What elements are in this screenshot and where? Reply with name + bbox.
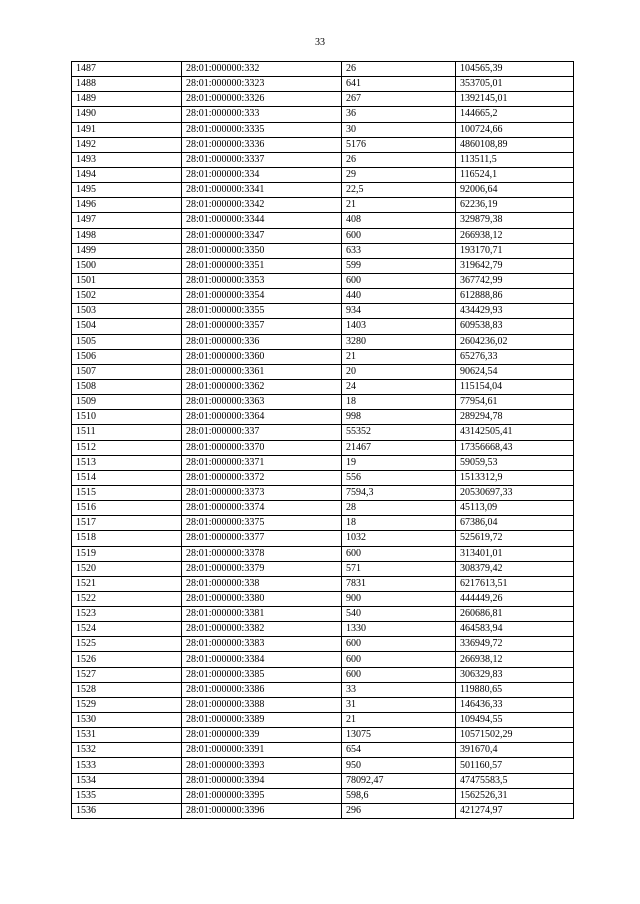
cadastral-number-cell: 28:01:000000:3388 [182, 697, 342, 712]
table-row [72, 652, 574, 667]
cadastral-value-cell: 65276,33 [456, 349, 574, 364]
cadastral-value-cell: 6217613,51 [456, 576, 574, 591]
cadastral-value-cell: 464583,94 [456, 622, 574, 637]
cadastral-number-cell: 28:01:000000:332 [182, 62, 342, 77]
cadastral-value-cell: 444449,26 [456, 591, 574, 606]
cadastral-value-cell: 59059,53 [456, 455, 574, 470]
cadastral-number-cell: 28:01:000000:3351 [182, 258, 342, 273]
cadastral-number-cell: 28:01:000000:3393 [182, 758, 342, 773]
row-number-cell: 1500 [72, 258, 182, 273]
row-number-cell: 1511 [72, 425, 182, 440]
row-number-cell: 1510 [72, 410, 182, 425]
table-row [72, 501, 574, 516]
cadastral-number-cell: 28:01:000000:3336 [182, 137, 342, 152]
cadastral-number-cell: 28:01:000000:3380 [182, 591, 342, 606]
cadastral-value-cell: 260686,81 [456, 607, 574, 622]
table-row [72, 788, 574, 803]
row-number-cell: 1506 [72, 349, 182, 364]
area-cell: 5176 [342, 137, 456, 152]
cadastral-value-cell: 47475583,5 [456, 773, 574, 788]
area-cell: 18 [342, 516, 456, 531]
row-number-cell: 1516 [72, 501, 182, 516]
row-number-cell: 1492 [72, 137, 182, 152]
cadastral-value-cell: 77954,61 [456, 395, 574, 410]
cadastral-value-cell: 100724,66 [456, 122, 574, 137]
cadastral-number-cell: 28:01:000000:3364 [182, 410, 342, 425]
table-row [72, 228, 574, 243]
row-number-cell: 1519 [72, 546, 182, 561]
cadastral-number-cell: 28:01:000000:3373 [182, 485, 342, 500]
area-cell: 13075 [342, 728, 456, 743]
cadastral-number-cell: 28:01:000000:3337 [182, 152, 342, 167]
area-cell: 600 [342, 228, 456, 243]
area-cell: 600 [342, 637, 456, 652]
cadastral-number-cell: 28:01:000000:3385 [182, 667, 342, 682]
table-row [72, 440, 574, 455]
cadastral-value-cell: 144665,2 [456, 107, 574, 122]
row-number-cell: 1531 [72, 728, 182, 743]
row-number-cell: 1487 [72, 62, 182, 77]
cadastral-number-cell: 28:01:000000:3323 [182, 77, 342, 92]
area-cell: 934 [342, 304, 456, 319]
table-row [72, 682, 574, 697]
cadastral-value-cell: 45113,09 [456, 501, 574, 516]
table-row [72, 713, 574, 728]
area-cell: 600 [342, 273, 456, 288]
cadastral-number-cell: 28:01:000000:3342 [182, 198, 342, 213]
row-number-cell: 1508 [72, 379, 182, 394]
cadastral-value-cell: 20530697,33 [456, 485, 574, 500]
table-row [72, 319, 574, 334]
cadastral-value-cell: 119880,65 [456, 682, 574, 697]
row-number-cell: 1494 [72, 167, 182, 182]
area-cell: 540 [342, 607, 456, 622]
table-row [72, 273, 574, 288]
area-cell: 28 [342, 501, 456, 516]
area-cell: 19 [342, 455, 456, 470]
cadastral-value-cell: 501160,57 [456, 758, 574, 773]
cadastral-number-cell: 28:01:000000:3378 [182, 546, 342, 561]
row-number-cell: 1515 [72, 485, 182, 500]
table-row [72, 516, 574, 531]
cadastral-number-cell: 28:01:000000:3395 [182, 788, 342, 803]
table-row [72, 485, 574, 500]
cadastral-number-cell: 28:01:000000:3374 [182, 501, 342, 516]
row-number-cell: 1524 [72, 622, 182, 637]
row-number-cell: 1525 [72, 637, 182, 652]
row-number-cell: 1491 [72, 122, 182, 137]
row-number-cell: 1536 [72, 803, 182, 818]
cadastral-number-cell: 28:01:000000:3360 [182, 349, 342, 364]
cadastral-value-cell: 1562526,31 [456, 788, 574, 803]
area-cell: 21467 [342, 440, 456, 455]
row-number-cell: 1505 [72, 334, 182, 349]
cadastral-number-cell: 28:01:000000:3372 [182, 470, 342, 485]
cadastral-value-cell: 319642,79 [456, 258, 574, 273]
row-number-cell: 1534 [72, 773, 182, 788]
table-row [72, 546, 574, 561]
area-cell: 998 [342, 410, 456, 425]
cadastral-value-cell: 391670,4 [456, 743, 574, 758]
area-cell: 55352 [342, 425, 456, 440]
row-number-cell: 1490 [72, 107, 182, 122]
area-cell: 30 [342, 122, 456, 137]
cadastral-number-cell: 28:01:000000:3341 [182, 183, 342, 198]
area-cell: 267 [342, 92, 456, 107]
table-row [72, 561, 574, 576]
cadastral-number-cell: 28:01:000000:3362 [182, 379, 342, 394]
area-cell: 21 [342, 198, 456, 213]
cadastral-value-cell: 353705,01 [456, 77, 574, 92]
cadastral-value-cell: 67386,04 [456, 516, 574, 531]
area-cell: 599 [342, 258, 456, 273]
area-cell: 654 [342, 743, 456, 758]
area-cell: 641 [342, 77, 456, 92]
row-number-cell: 1488 [72, 77, 182, 92]
cadastral-number-cell: 28:01:000000:3361 [182, 364, 342, 379]
area-cell: 408 [342, 213, 456, 228]
row-number-cell: 1518 [72, 531, 182, 546]
cadastral-number-cell: 28:01:000000:3386 [182, 682, 342, 697]
area-cell: 33 [342, 682, 456, 697]
table-row [72, 576, 574, 591]
table-row [72, 773, 574, 788]
cadastral-number-cell: 28:01:000000:3389 [182, 713, 342, 728]
row-number-cell: 1499 [72, 243, 182, 258]
row-number-cell: 1529 [72, 697, 182, 712]
row-number-cell: 1496 [72, 198, 182, 213]
cadastral-value-cell: 193170,71 [456, 243, 574, 258]
cadastral-value-cell: 434429,93 [456, 304, 574, 319]
area-cell: 633 [342, 243, 456, 258]
table-row [72, 425, 574, 440]
table-row [72, 667, 574, 682]
row-number-cell: 1533 [72, 758, 182, 773]
cadastral-value-cell: 266938,12 [456, 652, 574, 667]
area-cell: 900 [342, 591, 456, 606]
area-cell: 26 [342, 62, 456, 77]
table-row [72, 728, 574, 743]
area-cell: 26 [342, 152, 456, 167]
area-cell: 296 [342, 803, 456, 818]
row-number-cell: 1520 [72, 561, 182, 576]
row-number-cell: 1535 [72, 788, 182, 803]
cadastral-number-cell: 28:01:000000:3375 [182, 516, 342, 531]
table-row [72, 470, 574, 485]
cadastral-value-cell: 104565,39 [456, 62, 574, 77]
cadastral-number-cell: 28:01:000000:3354 [182, 289, 342, 304]
area-cell: 78092,47 [342, 773, 456, 788]
cadastral-number-cell: 28:01:000000:3381 [182, 607, 342, 622]
row-number-cell: 1493 [72, 152, 182, 167]
cadastral-value-cell: 266938,12 [456, 228, 574, 243]
area-cell: 598,6 [342, 788, 456, 803]
cadastral-value-cell: 329879,38 [456, 213, 574, 228]
row-number-cell: 1504 [72, 319, 182, 334]
table-row [72, 591, 574, 606]
row-number-cell: 1503 [72, 304, 182, 319]
cadastral-number-cell: 28:01:000000:337 [182, 425, 342, 440]
table-row [72, 167, 574, 182]
cadastral-number-cell: 28:01:000000:3384 [182, 652, 342, 667]
cadastral-value-cell: 109494,55 [456, 713, 574, 728]
table-row [72, 743, 574, 758]
area-cell: 556 [342, 470, 456, 485]
area-cell: 3280 [342, 334, 456, 349]
table-row [72, 304, 574, 319]
table-row [72, 92, 574, 107]
cadastral-value-cell: 1513312,9 [456, 470, 574, 485]
table-row [72, 455, 574, 470]
cadastral-number-cell: 28:01:000000:336 [182, 334, 342, 349]
row-number-cell: 1497 [72, 213, 182, 228]
cadastral-value-cell: 4860108,89 [456, 137, 574, 152]
cadastral-value-cell: 609538,83 [456, 319, 574, 334]
cadastral-value-table [71, 61, 574, 819]
page-number: 33 [315, 37, 325, 48]
cadastral-number-cell: 28:01:000000:3394 [182, 773, 342, 788]
row-number-cell: 1526 [72, 652, 182, 667]
cadastral-number-cell: 28:01:000000:3382 [182, 622, 342, 637]
area-cell: 7831 [342, 576, 456, 591]
cadastral-value-cell: 313401,01 [456, 546, 574, 561]
table-row [72, 334, 574, 349]
area-cell: 21 [342, 349, 456, 364]
cadastral-value-cell: 525619,72 [456, 531, 574, 546]
row-number-cell: 1498 [72, 228, 182, 243]
table-row [72, 122, 574, 137]
table-row [72, 137, 574, 152]
table-row [72, 622, 574, 637]
table-row [72, 607, 574, 622]
cadastral-value-cell: 421274,97 [456, 803, 574, 818]
area-cell: 36 [342, 107, 456, 122]
row-number-cell: 1522 [72, 591, 182, 606]
cadastral-value-cell: 367742,99 [456, 273, 574, 288]
table-body [72, 62, 574, 819]
cadastral-value-cell: 308379,42 [456, 561, 574, 576]
area-cell: 20 [342, 364, 456, 379]
cadastral-value-cell: 2604236,02 [456, 334, 574, 349]
table-row [72, 803, 574, 818]
cadastral-number-cell: 28:01:000000:3379 [182, 561, 342, 576]
cadastral-value-cell: 17356668,43 [456, 440, 574, 455]
row-number-cell: 1528 [72, 682, 182, 697]
area-cell: 7594,3 [342, 485, 456, 500]
cadastral-number-cell: 28:01:000000:333 [182, 107, 342, 122]
table-row [72, 531, 574, 546]
cadastral-value-cell: 113511,5 [456, 152, 574, 167]
area-cell: 600 [342, 652, 456, 667]
table-row [72, 289, 574, 304]
area-cell: 950 [342, 758, 456, 773]
cadastral-number-cell: 28:01:000000:3335 [182, 122, 342, 137]
area-cell: 600 [342, 667, 456, 682]
cadastral-number-cell: 28:01:000000:3344 [182, 213, 342, 228]
table-row [72, 758, 574, 773]
cadastral-number-cell: 28:01:000000:3377 [182, 531, 342, 546]
cadastral-number-cell: 28:01:000000:3357 [182, 319, 342, 334]
cadastral-value-cell: 289294,78 [456, 410, 574, 425]
cadastral-number-cell: 28:01:000000:3391 [182, 743, 342, 758]
cadastral-number-cell: 28:01:000000:3396 [182, 803, 342, 818]
cadastral-number-cell: 28:01:000000:334 [182, 167, 342, 182]
cadastral-value-cell: 90624,54 [456, 364, 574, 379]
cadastral-number-cell: 28:01:000000:3383 [182, 637, 342, 652]
row-number-cell: 1502 [72, 289, 182, 304]
cadastral-value-cell: 306329,83 [456, 667, 574, 682]
table-row [72, 258, 574, 273]
cadastral-number-cell: 28:01:000000:3353 [182, 273, 342, 288]
area-cell: 600 [342, 546, 456, 561]
row-number-cell: 1517 [72, 516, 182, 531]
area-cell: 18 [342, 395, 456, 410]
cadastral-value-cell: 116524,1 [456, 167, 574, 182]
cadastral-value-cell: 43142505,41 [456, 425, 574, 440]
area-cell: 1330 [342, 622, 456, 637]
row-number-cell: 1495 [72, 183, 182, 198]
area-cell: 1032 [342, 531, 456, 546]
table-row [72, 395, 574, 410]
table-row [72, 183, 574, 198]
row-number-cell: 1514 [72, 470, 182, 485]
row-number-cell: 1523 [72, 607, 182, 622]
cadastral-value-cell: 146436,33 [456, 697, 574, 712]
cadastral-number-cell: 28:01:000000:3355 [182, 304, 342, 319]
cadastral-value-cell: 62236,19 [456, 198, 574, 213]
cadastral-number-cell: 28:01:000000:3347 [182, 228, 342, 243]
area-cell: 571 [342, 561, 456, 576]
table-row [72, 107, 574, 122]
table-row [72, 364, 574, 379]
cadastral-value-cell: 10571502,29 [456, 728, 574, 743]
cadastral-number-cell: 28:01:000000:3371 [182, 455, 342, 470]
row-number-cell: 1507 [72, 364, 182, 379]
row-number-cell: 1509 [72, 395, 182, 410]
area-cell: 29 [342, 167, 456, 182]
area-cell: 1403 [342, 319, 456, 334]
row-number-cell: 1501 [72, 273, 182, 288]
cadastral-value-cell: 336949,72 [456, 637, 574, 652]
cadastral-number-cell: 28:01:000000:338 [182, 576, 342, 591]
row-number-cell: 1512 [72, 440, 182, 455]
row-number-cell: 1530 [72, 713, 182, 728]
table-row [72, 213, 574, 228]
cadastral-value-cell: 612888,86 [456, 289, 574, 304]
table-row [72, 243, 574, 258]
table-row [72, 410, 574, 425]
area-cell: 22,5 [342, 183, 456, 198]
table-row [72, 697, 574, 712]
table-row [72, 152, 574, 167]
cadastral-number-cell: 28:01:000000:3370 [182, 440, 342, 455]
area-cell: 440 [342, 289, 456, 304]
row-number-cell: 1513 [72, 455, 182, 470]
table-row [72, 349, 574, 364]
cadastral-number-cell: 28:01:000000:3350 [182, 243, 342, 258]
row-number-cell: 1527 [72, 667, 182, 682]
table-row [72, 62, 574, 77]
row-number-cell: 1521 [72, 576, 182, 591]
cadastral-number-cell: 28:01:000000:3326 [182, 92, 342, 107]
table-row [72, 379, 574, 394]
cadastral-number-cell: 28:01:000000:339 [182, 728, 342, 743]
cadastral-value-cell: 1392145,01 [456, 92, 574, 107]
area-cell: 24 [342, 379, 456, 394]
row-number-cell: 1532 [72, 743, 182, 758]
cadastral-value-cell: 115154,04 [456, 379, 574, 394]
area-cell: 21 [342, 713, 456, 728]
table-row [72, 77, 574, 92]
area-cell: 31 [342, 697, 456, 712]
row-number-cell: 1489 [72, 92, 182, 107]
cadastral-value-cell: 92006,64 [456, 183, 574, 198]
table-row [72, 198, 574, 213]
table-row [72, 637, 574, 652]
cadastral-number-cell: 28:01:000000:3363 [182, 395, 342, 410]
